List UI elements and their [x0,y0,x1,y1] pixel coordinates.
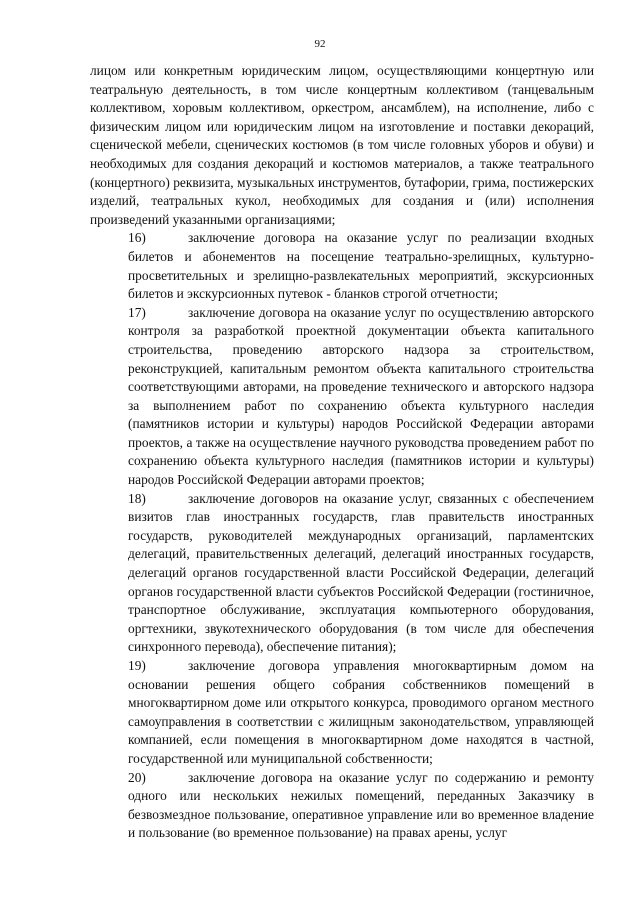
paragraph-item-17 [90,304,594,490]
paragraph-item-16 [90,229,594,303]
item-number: 17) [128,304,146,320]
paragraph-text: заключение договоров на оказание услуг, связанных с обеспечением визитов глав иностранных государств, глав правительств иностранных государств, руководителей международных организаций, парламентских делегаций, правительственных делегаций, делегаций иностранных государств, делегаций органов государственной власти Российской Федерации, делегаций органов государственной власти субъектов Российской Федерации (гостиничное, транспортное обслуживание, эксплуатация компьютерного оборудования, оргтехники, звукотехнического оборудования (в том числе для обеспечения синхронного перевода), обеспечение питания); [128,490,594,655]
document-body [90,62,594,843]
paragraph-item-18 [90,490,594,657]
paragraph-item-19 [90,657,594,769]
page-number: 92 [314,38,326,50]
paragraph-item-20 [90,769,594,843]
item-number: 19) [128,658,146,673]
item-number: 16) [128,230,146,246]
paragraph-text: заключение договора управления многоквартирным домом на основании решения общего собрания собственников помещений в многоквартирном доме или открытого конкурса, проводимого органом местного самоуправления в соответствии с жилищным законодательством, управляющей компанией, если помещения в многоквартирном доме находятся в частной, государственной или муниципальной собственности; [128,658,594,766]
paragraph-continuation [90,62,594,229]
item-number: 20) [128,769,146,785]
paragraph-text: лицом или конкретным юридическим лицом, осуществляющими концертную или театральную деятельность, в том числе концертным коллективом (танцевальным коллективом, хоровым коллективом, оркестром, ансамблем), на исполнение, либо с физическим лицом или юридическим лицом на изготовление и поставки декораций, сценической мебели, сценических костюмов (в том числе головных уборов и обуви) и необходимых для создания декораций и костюмов материалов, а также театрального (концертного) реквизита, музыкальных инструментов, бутафории, грима, постижерских изделий, театральных кукол, необходимых для создания и (или) исполнения произведений указанными организациями; [90,63,594,227]
paragraph-text: заключение договора на оказание услуг по осуществлению авторского контроля за разработкой проектной документации объекта капитального строительства, проведению авторского надзора за строительством, реконструкцией, капитальным ремонтом объекта капитального строительства соответствующими авторами, на проведение технического и авторского надзора за выполнением работ по сохранению объекта культурного наследия (памятников истории и культуры) народов Российской Федерации авторами проектов, а также на осуществление научного руководства проведением работ по сохранению объекта культурного наследия (памятников истории и культуры) народов Российской Федерации авторами проектов; [128,304,594,488]
item-number: 18) [128,490,146,506]
paragraph-text: заключение договора на оказание услуг по реализации входных билетов и абонементов на посещение театрально-зрелищных, культурно-просветительных и зрелищно-развлекательных мероприятий, экскурсионных билетов и экскурсионных путевок - бланков строгой отчетности; [128,230,594,302]
paragraph-text: заключение договора на оказание услуг по содержанию и ремонту одного или нескольких нежилых помещений, переданных Заказчику в безвозмездное пользование, оперативное управление или во временное владение и пользование (во временное пользование) на правах арены, услуг [128,769,594,841]
